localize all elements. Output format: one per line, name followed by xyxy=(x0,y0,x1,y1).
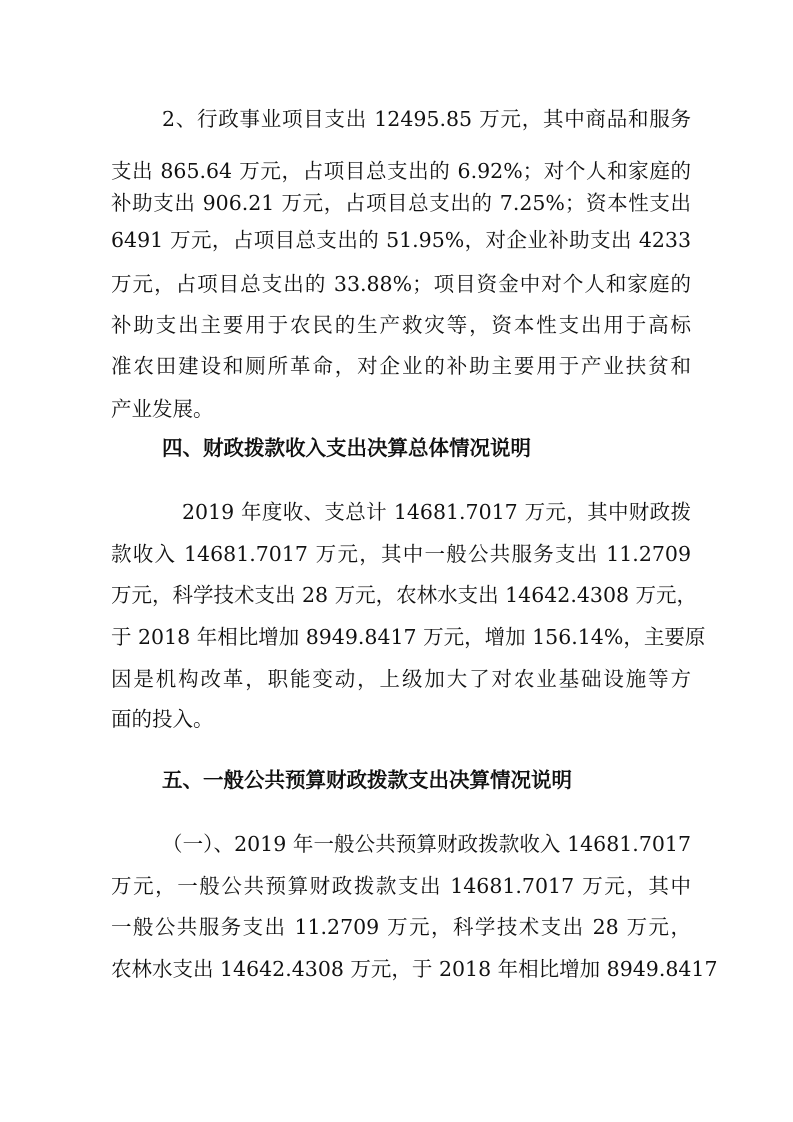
paragraph-line: 款收入 14681.7017 万元，其中一般公共服务支出 11.2709 xyxy=(111,542,691,566)
paragraph-line: 万元，科学技术支出 28 万元，农林水支出 14642.4308 万元， xyxy=(111,583,698,607)
paragraph-line: 补助支出主要用于农民的生产救灾等，资本性支出用于高标 xyxy=(111,313,691,337)
paragraph-line: 补助支出 906.21 万元，占项目总支出的 7.25%；资本性支出 xyxy=(111,191,691,215)
paragraph-line: （一）、2019 年一般公共预算财政拨款收入 14681.7017 xyxy=(162,832,691,856)
paragraph-line: 万元，一般公共预算财政拨款支出 14681.7017 万元，其中 xyxy=(111,874,691,898)
paragraph-line: 一般公共服务支出 11.2709 万元，科学技术支出 28 万元， xyxy=(111,915,691,939)
paragraph-line: 面的投入。 xyxy=(111,707,214,731)
section-heading: 四、财政拨款收入支出决算总体情况说明 xyxy=(162,436,531,460)
paragraph-line: 万元，占项目总支出的 33.88%；项目资金中对个人和家庭的 xyxy=(111,272,691,296)
paragraph-line: 产业发展。 xyxy=(111,397,214,421)
paragraph-line: 因是机构改革，职能变动，上级加大了对农业基础设施等方 xyxy=(111,667,691,691)
paragraph-line: 农林水支出 14642.4308 万元，于 2018 年相比增加 8949.8417 xyxy=(111,957,718,981)
section-heading: 五、一般公共预算财政拨款支出决算情况说明 xyxy=(162,768,572,792)
paragraph-line: 于 2018 年相比增加 8949.8417 万元，增加 156.14%，主要原 xyxy=(111,625,706,649)
paragraph-line: 6491 万元，占项目总支出的 51.95%，对企业补助支出 4233 xyxy=(111,228,691,252)
paragraph-line: 2019 年度收、支总计 14681.7017 万元，其中财政拨 xyxy=(182,500,691,524)
paragraph-line: 2、行政事业项目支出 12495.85 万元，其中商品和服务 xyxy=(162,107,691,131)
paragraph-line: 准农田建设和厕所革命，对企业的补助主要用于产业扶贫和 xyxy=(111,354,691,378)
paragraph-line: 支出 865.64 万元，占项目总支出的 6.92%；对个人和家庭的 xyxy=(111,159,691,183)
